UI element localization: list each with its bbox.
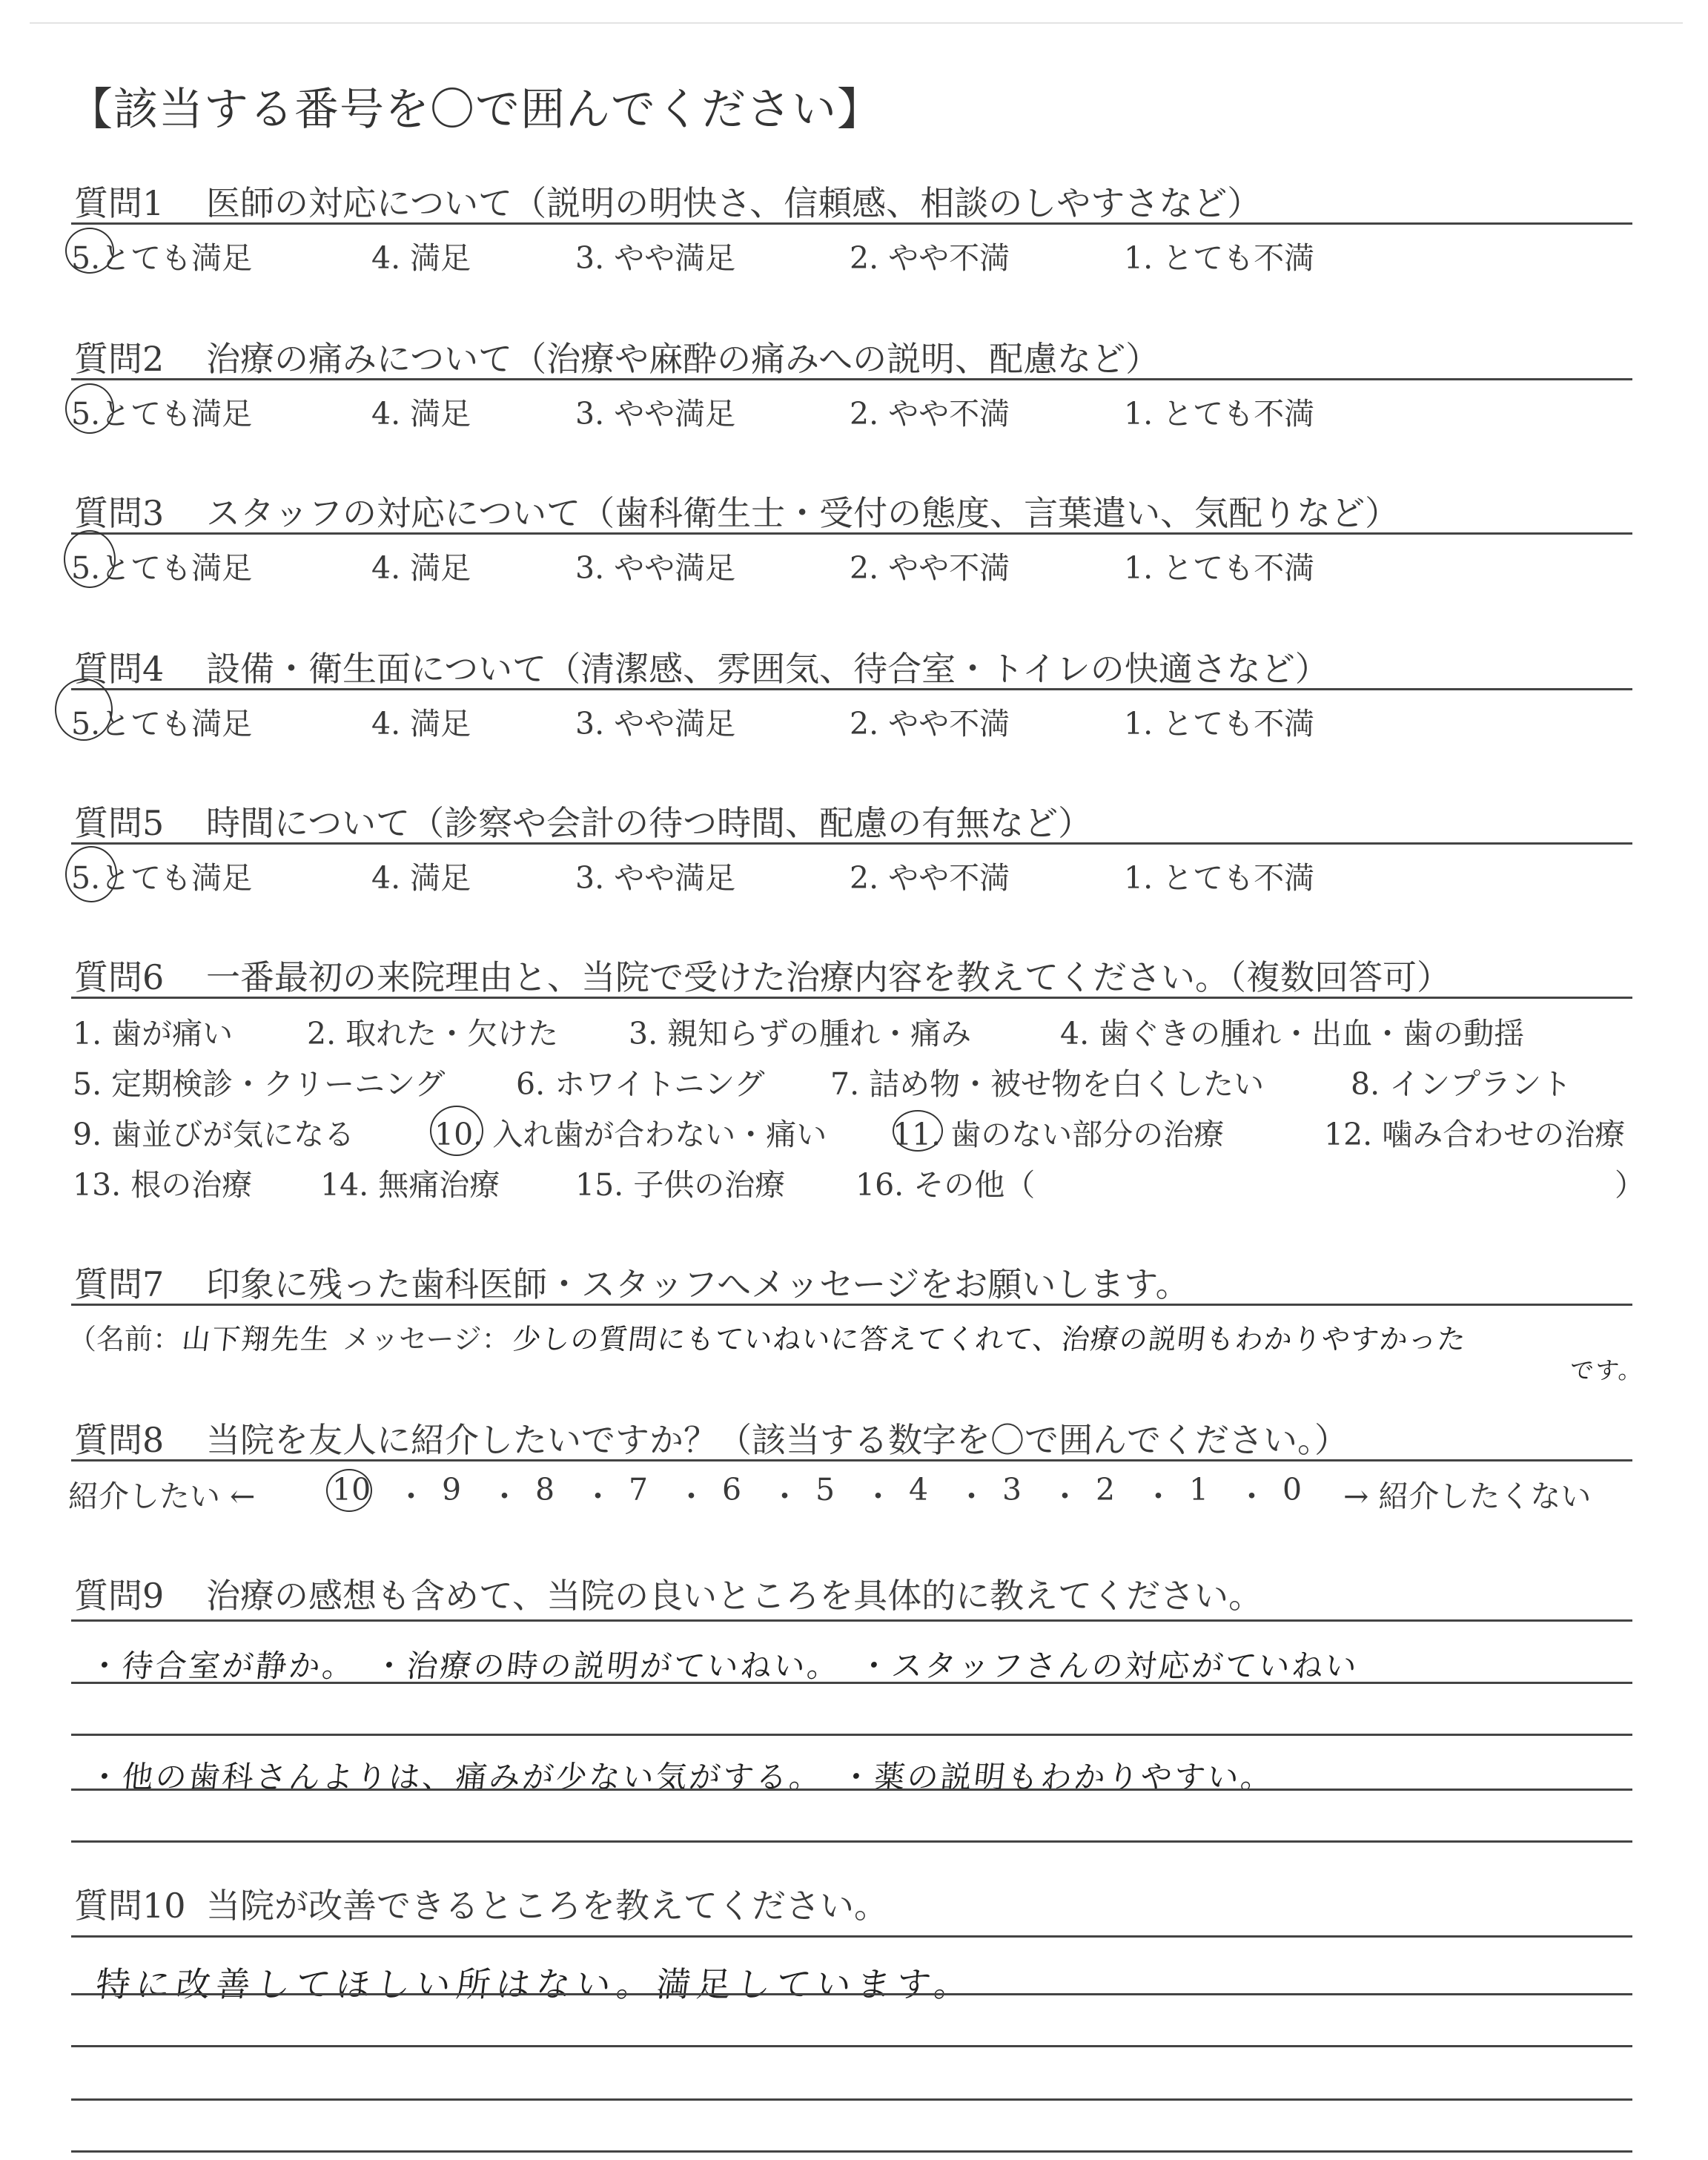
scale-dot: ・ [1237, 1479, 1267, 1514]
reason-option[interactable]: 4. 歯ぐきの腫れ・出血・歯の動揺 [1060, 1016, 1525, 1051]
message-label: メッセージ： [342, 1323, 510, 1355]
handwritten-message-continued: です。 [1568, 1356, 1646, 1384]
scale-value-9[interactable]: 9 [442, 1472, 462, 1507]
handwritten-answer: 特に改善してほしい所はない。満足しています。 [93, 1964, 976, 2004]
reason-option[interactable]: 11. 歯のない部分の治療 [893, 1117, 1225, 1152]
question-text: 治療の痛みについて（治療や麻酔の痛みへの説明、配慮など） [206, 339, 1160, 379]
question-3 [71, 486, 1632, 587]
reason-option[interactable]: 3. 親知らずの腫れ・痛み [629, 1016, 972, 1051]
reason-option[interactable]: 5. 定期検診・クリーニング [73, 1066, 446, 1102]
question-text: 設備・衛生面について（清潔感、雰囲気、待合室・トイレの快適さなど） [206, 649, 1329, 689]
selection-circle [64, 530, 116, 588]
question-8-heading [71, 1413, 1632, 1459]
answer-line [71, 2150, 1632, 2153]
question-text: 一番最初の来院理由と、当院で受けた治療内容を教えてください。（複数回答可） [206, 957, 1451, 997]
top-border [30, 22, 1683, 24]
reason-option[interactable]: 16. その他（ [855, 1167, 1036, 1203]
rating-option-4[interactable]: 4. 満足 [371, 396, 471, 432]
reason-option[interactable]: 15. 子供の治療 [575, 1167, 786, 1203]
rating-option-2[interactable]: 2. やや不満 [850, 396, 1010, 432]
question-3-heading [71, 486, 1632, 532]
question-text: 当院を友人に紹介したいですか？（該当する数字を〇で囲んでください。） [206, 1420, 1348, 1460]
name-prefix: （名前： [68, 1323, 182, 1355]
rating-options [71, 535, 1632, 587]
scale-dot: ・ [396, 1479, 426, 1514]
rating-options [71, 845, 1632, 896]
scale-dot: ・ [489, 1479, 520, 1514]
question-label: 質問7 [74, 1264, 165, 1304]
answer-line [71, 1734, 1632, 1736]
question-label: 質問10 [74, 1886, 186, 1926]
answer-line [71, 1682, 1632, 1684]
rating-option-3[interactable]: 3. やや満足 [575, 240, 736, 276]
scale-value-2[interactable]: 2 [1096, 1472, 1116, 1507]
rating-option-4[interactable]: 4. 満足 [371, 550, 471, 586]
rating-option-3[interactable]: 3. やや満足 [575, 396, 736, 432]
answer-line [71, 1619, 1632, 1622]
reason-option[interactable]: 14. 無痛治療 [320, 1167, 500, 1203]
reason-option[interactable]: 6. ホワイトニング [516, 1066, 765, 1102]
answer-line [71, 1993, 1632, 1995]
rating-option-4[interactable]: 4. 満足 [371, 240, 471, 276]
scale-value-1[interactable]: 1 [1189, 1472, 1209, 1507]
question-1 [71, 176, 1632, 277]
handwritten-message: 少しの質問にもていねいに答えてくれて、治療の説明もわかりやすかった [511, 1323, 1469, 1355]
reason-option[interactable]: 10. 入れ歯が合わない・痛い [434, 1117, 827, 1152]
rating-option-1[interactable]: 1. とても不満 [1124, 550, 1315, 586]
question-5 [71, 796, 1632, 896]
question-9 [71, 1569, 1632, 1615]
question-text: 印象に残った歯科医師・スタッフへメッセージをお願いします。 [206, 1264, 1190, 1304]
question-label: 質問9 [74, 1576, 165, 1616]
question-text: 時間について（診察や会計の待つ時間、配慮の有無など） [206, 803, 1093, 843]
handwritten-answer: ・他の歯科さんよりは、痛みが少ない気がする。 ・薬の説明もわかりやすい。 [87, 1759, 1277, 1795]
rating-option-5[interactable]: 5.とても満足 [71, 396, 253, 432]
selection-circle [65, 228, 114, 274]
rating-option-4[interactable]: 4. 満足 [371, 706, 471, 742]
question-7-heading [71, 1258, 1632, 1304]
question-6 [71, 951, 1645, 1206]
question-label: 質問3 [74, 493, 165, 533]
question-text: スタッフの対応について（歯科衛生士・受付の態度、言葉遣い、気配りなど） [206, 493, 1400, 533]
selection-circle [430, 1106, 483, 1156]
answer-line [71, 2098, 1632, 2101]
question-text: 当院が改善できるところを教えてください。 [206, 1886, 888, 1926]
rating-option-4[interactable]: 4. 満足 [371, 860, 471, 896]
scale-value-7[interactable]: 7 [629, 1472, 649, 1507]
rating-option-2[interactable]: 2. やや不満 [850, 550, 1010, 586]
scale-dot: ・ [769, 1479, 800, 1514]
rating-option-5[interactable]: 5.とても満足 [71, 860, 253, 896]
question-text: 治療の感想も含めて、当院の良いところを具体的に教えてください。 [206, 1576, 1263, 1616]
handwritten-name: 山下翔先生 [180, 1323, 332, 1355]
scale-value-3[interactable]: 3 [1002, 1472, 1022, 1507]
question-4 [71, 642, 1632, 742]
selection-circle [65, 383, 114, 434]
question-2 [71, 332, 1632, 432]
scale-right-label: → 紹介したくない [1343, 1479, 1592, 1514]
rating-option-5[interactable]: 5.とても満足 [71, 706, 253, 742]
selection-circle [326, 1469, 372, 1512]
question-4-heading [71, 642, 1632, 688]
question-label: 質問8 [74, 1420, 165, 1460]
reason-option[interactable]: 2. 取れた・欠けた [307, 1016, 559, 1051]
rating-option-2[interactable]: 2. やや不満 [850, 240, 1010, 276]
answer-line [71, 1789, 1632, 1791]
scale-value-4[interactable]: 4 [909, 1472, 929, 1507]
question-label: 質問1 [74, 183, 165, 223]
question-1-heading [71, 176, 1632, 222]
scale-value-5[interactable]: 5 [815, 1472, 835, 1507]
scale-dot: ・ [1050, 1479, 1080, 1514]
question-5-heading [71, 796, 1632, 842]
selection-circle [55, 678, 113, 741]
question-2-heading [71, 332, 1632, 378]
scale-value-0[interactable]: 0 [1282, 1472, 1302, 1507]
reason-option[interactable]: 7. 詰め物・被せ物を白くしたい [830, 1066, 1265, 1102]
answer-line [71, 1935, 1632, 1938]
question-label: 質問6 [74, 957, 165, 997]
rating-option-5[interactable]: 5.とても満足 [71, 550, 253, 586]
rating-option-2[interactable]: 2. やや不満 [850, 860, 1010, 896]
rating-option-1[interactable]: 1. とても不満 [1124, 706, 1315, 742]
selection-circle [893, 1110, 943, 1152]
scale-value-6[interactable]: 6 [722, 1472, 742, 1507]
answer-line [71, 1840, 1632, 1843]
question-label: 質問5 [74, 803, 165, 843]
question-text: 医師の対応について（説明の明快さ、信頼感、相談のしやすさなど） [206, 183, 1262, 223]
question-label: 質問4 [74, 649, 165, 689]
rating-options [71, 225, 1632, 277]
reason-option[interactable]: 12. 噛み合わせの治療 [1324, 1117, 1626, 1152]
reason-option[interactable]: 13. 根の治療 [73, 1167, 253, 1203]
question-8 [68, 1413, 1632, 1521]
form-title: 【該当する番号を〇で囲んでください】 [68, 84, 882, 136]
scale-dot: ・ [1143, 1479, 1174, 1514]
rating-option-5[interactable]: 5.とても満足 [71, 240, 253, 276]
rating-option-1[interactable]: 1. とても不満 [1124, 396, 1315, 432]
reason-option[interactable]: 9. 歯並びが気になる [73, 1117, 355, 1152]
rating-options [71, 380, 1632, 432]
scale-dot: ・ [863, 1479, 893, 1514]
scale-dot: ・ [956, 1479, 987, 1514]
scale-value-10[interactable]: 10 [332, 1472, 371, 1507]
rating-options [71, 690, 1632, 742]
rating-option-3[interactable]: 3. やや満足 [575, 860, 736, 896]
other-close-paren: ） [1615, 1167, 1645, 1203]
rating-option-3[interactable]: 3. やや満足 [575, 550, 736, 586]
question-10-heading [71, 1879, 1632, 1925]
rating-option-3[interactable]: 3. やや満足 [575, 706, 736, 742]
scale-left-label: 紹介したい ← [68, 1479, 256, 1514]
message-field[interactable] [68, 1306, 1646, 1384]
rating-option-1[interactable]: 1. とても不満 [1124, 240, 1315, 276]
rating-option-2[interactable]: 2. やや不満 [850, 706, 1010, 742]
question-6-heading [71, 951, 1632, 997]
reason-option[interactable]: 8. インプラント [1351, 1066, 1572, 1102]
scale-dot: ・ [583, 1479, 613, 1514]
scale-value-8[interactable]: 8 [535, 1472, 555, 1507]
answer-line [71, 2045, 1632, 2047]
reason-options [71, 999, 1645, 1206]
selection-circle [65, 846, 117, 902]
question-7 [68, 1258, 1646, 1384]
question-9-heading [71, 1569, 1632, 1615]
question-10 [71, 1879, 1632, 1925]
question-label: 質問2 [74, 339, 165, 379]
handwritten-answer: ・待合室が静か。 ・治療の時の説明がていねい。 ・スタッフさんの対応がていねい [87, 1648, 1361, 1684]
reason-option[interactable]: 1. 歯が痛い [73, 1016, 234, 1051]
scale-dot: ・ [676, 1479, 706, 1514]
rating-option-1[interactable]: 1. とても不満 [1124, 860, 1315, 896]
recommend-scale [68, 1462, 1632, 1521]
